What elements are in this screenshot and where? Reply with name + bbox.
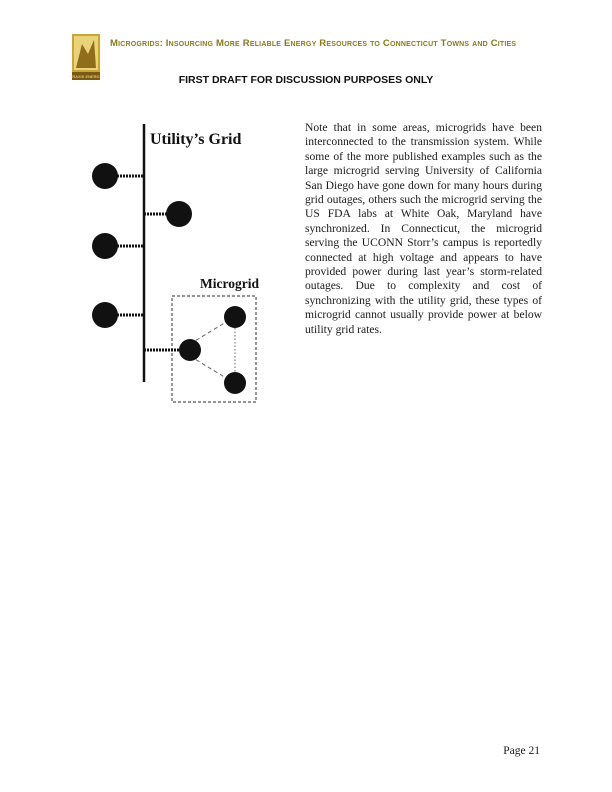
utility-grid-label: Utility’s Grid xyxy=(150,131,242,148)
microgrid-node-top xyxy=(224,306,246,328)
grid-node-right-1 xyxy=(144,201,192,227)
page-number: Page 21 xyxy=(503,745,540,757)
header-title: Microgrids: Insourcing More Reliable Energy Resources to Connecticut Towns and Cities xyxy=(110,38,517,49)
utility-microgrid-diagram xyxy=(86,118,271,408)
grid-node-left-1 xyxy=(92,163,144,189)
microgrid-node-bottom xyxy=(224,372,246,394)
draft-notice: FIRST DRAFT FOR DISCUSSION PURPOSES ONLY xyxy=(178,74,434,86)
body-paragraph: Note that in some areas, microgrids have been interconnected to the transmission system. While some of the more published examples such as the large microgrid serving University of California San Diego have gone down for many hours during grid outages, others such the microgrid serving the US FDA labs at White Oak, Maryland have synchronized. In Connecticut, the microgrid serving the UCONN Storr’s campus is reportedly connected at high voltage and appears to have provided power during last year’s storm-related outages. Due to complexity and cost of synchronizing with the utility grid, these types of microgrid cannot usually provide power at below utility grid rates. xyxy=(305,121,542,336)
grid-node-left-3 xyxy=(92,302,144,328)
microgrid-label: Microgrid xyxy=(200,276,259,291)
grid-node-left-2 xyxy=(92,233,144,259)
microgrid-node-hub xyxy=(179,339,201,361)
logo-text: PRAXIS ENERGY xyxy=(69,74,103,79)
